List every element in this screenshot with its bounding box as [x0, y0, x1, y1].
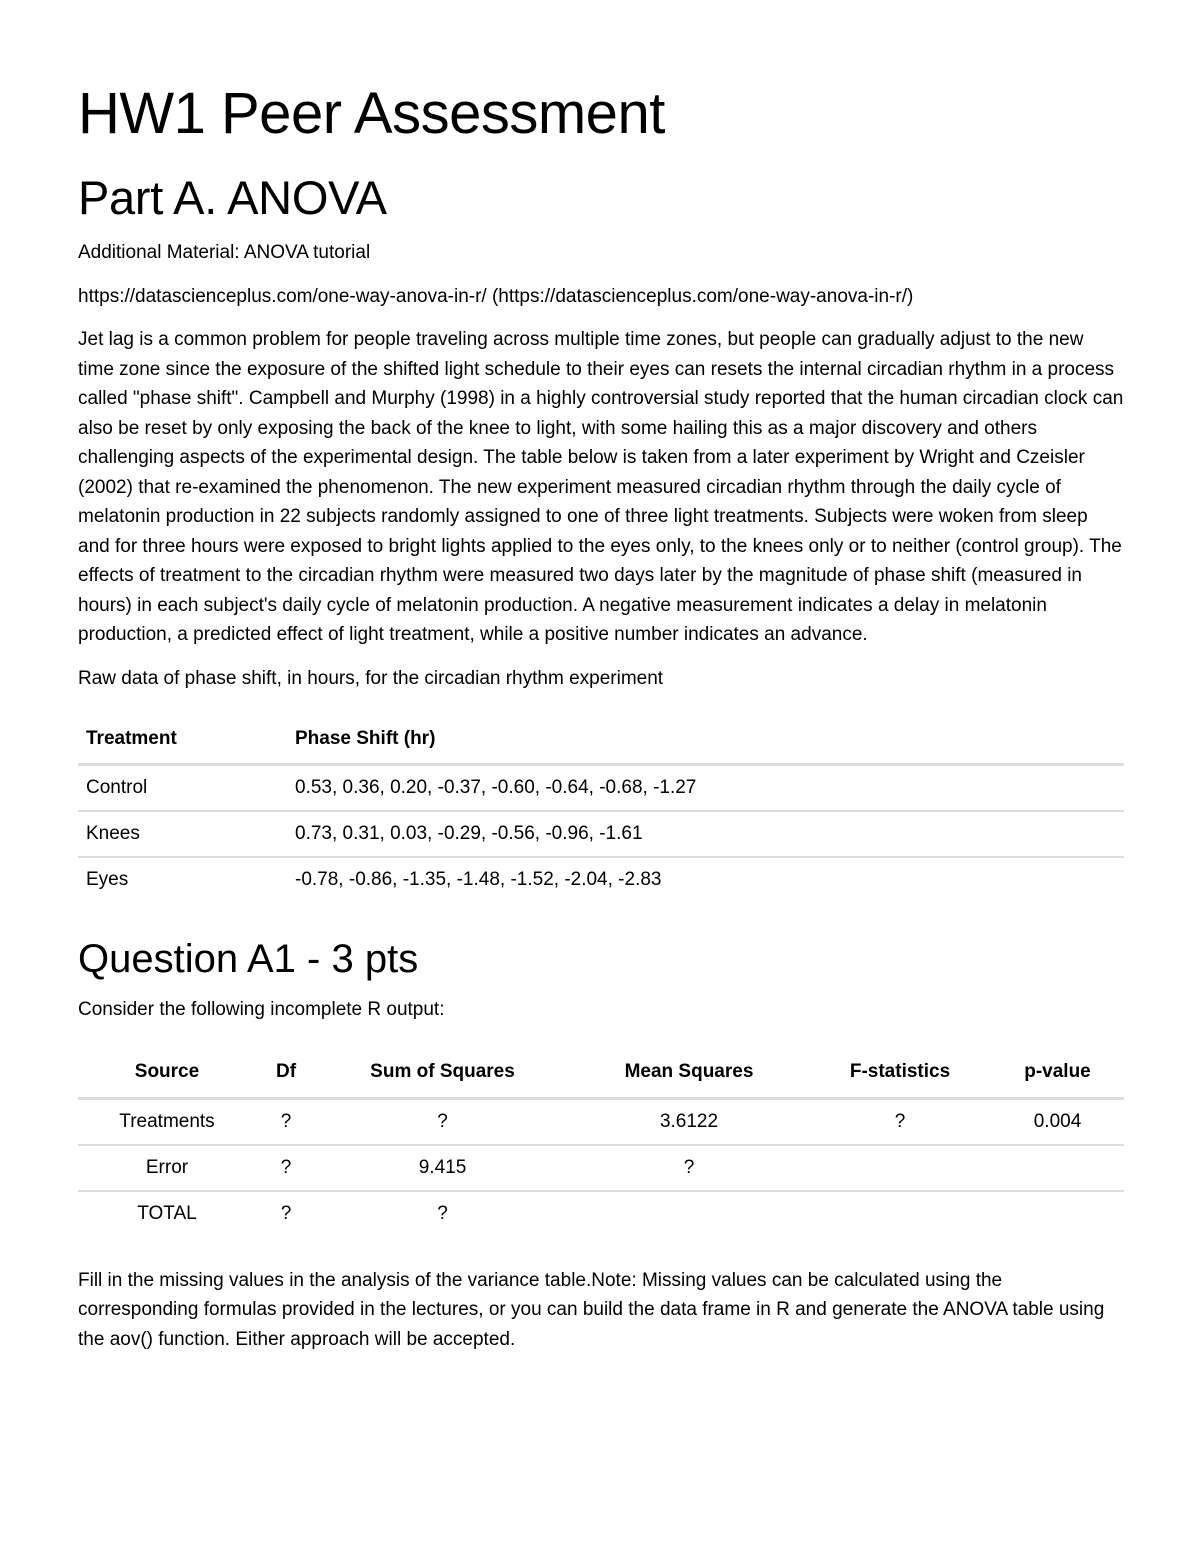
anova-table: [78, 1047, 1124, 1236]
table-row: [78, 1145, 1124, 1191]
table-header-row: [78, 1047, 1124, 1099]
intro-paragraph: Jet lag is a common problem for people traveling across multiple time zones, but people can gradually adjust to the new time zone since the exposure of the shifted light schedule to their eyes can resets the internal circadian rhythm in a process called "phase shift". Campbell and Murphy (1998) in a highly controversial study reported that the human circadian clock can also be reset by only exposing the back of the knee to light, with some hailing this as a major discovery and others challenging aspects of the experimental design. The table below is taken from a later experiment by Wright and Czeisler (2002) that re-examined the phenomenon. The new experiment measured circadian rhythm through the daily cycle of melatonin production in 22 subjects randomly assigned to one of three light treatments. Subjects were woken from sleep and for three hours were exposed to bright lights applied to the eyes only, to the knees only or to neither (control group). The effects of treatment to the circadian rhythm were measured two days later by the magnitude of phase shift (measured in hours) in each subject's daily cycle of melatonin production. A negative measurement indicates a delay in melatonin production, a predicted effect of light treatment, while a positive number indicates an advance.: [78, 329, 1124, 645]
phase-shift-cell: 0.73, 0.31, 0.03, -0.29, -0.56, -0.96, -1.61: [287, 811, 1124, 857]
question-instructions: Fill in the missing values in the analysis of the variance table.Note: Missing values can be calculated using the corresponding formulas provided in the lectures, or you can build the data frame in R and generate the ANOVA table using the aov() function. Either approach will be accepted.: [78, 1269, 1105, 1350]
table-row: [78, 857, 1124, 902]
question-prompt: Consider the following incomplete R output:: [78, 999, 445, 1020]
source-cell: Error: [78, 1145, 256, 1191]
p-value-cell: [991, 1191, 1124, 1236]
p-value-cell: [991, 1145, 1124, 1191]
df-cell: ?: [256, 1145, 316, 1191]
table-row: [78, 1191, 1124, 1236]
treatment-cell: Eyes: [86, 869, 129, 890]
sum-of-squares-cell: 9.415: [316, 1145, 569, 1191]
question-title: Question A1 - 3 pts: [78, 937, 419, 981]
df-cell: ?: [280, 1202, 292, 1224]
column-header-mean-squares: Mean Squares: [569, 1047, 809, 1099]
additional-material-text: Additional Material: ANOVA tutorial: [78, 242, 371, 263]
mean-squares-cell: [569, 1191, 809, 1236]
column-header-phase-shift: Phase Shift (hr): [287, 715, 1124, 765]
column-header-treatment: Treatment: [78, 715, 287, 765]
column-header-p-value: p-value: [991, 1047, 1124, 1099]
f-statistic-cell: [809, 1191, 991, 1236]
source-cell: TOTAL: [137, 1202, 197, 1224]
column-header-sum-of-squares: Sum of Squares: [316, 1047, 569, 1099]
df-cell: ?: [256, 1098, 316, 1145]
data-table-caption: Raw data of phase shift, in hours, for the circadian rhythm experiment: [78, 667, 664, 689]
f-statistic-cell: ?: [809, 1098, 991, 1145]
mean-squares-cell: 3.6122: [569, 1098, 809, 1145]
table-header-row: [78, 715, 1124, 765]
f-statistic-cell: [809, 1145, 991, 1191]
phase-shift-cell: 0.53, 0.36, 0.20, -0.37, -0.60, -0.64, -0.68, -1.27: [287, 765, 1124, 812]
column-header-df: Df: [256, 1047, 316, 1099]
table-row: [78, 1098, 1124, 1145]
table-row: [78, 811, 1124, 857]
phase-shift-table: [78, 715, 1124, 902]
source-cell: Treatments: [78, 1098, 256, 1145]
mean-squares-cell: ?: [569, 1145, 809, 1191]
sum-of-squares-cell: ?: [316, 1098, 569, 1145]
page-title: HW1 Peer Assessment: [78, 81, 665, 146]
column-header-f-statistics: F-statistics: [809, 1047, 991, 1099]
tutorial-link[interactable]: https://datascienceplus.com/one-way-anova-in-r/ (https://datascienceplus.com/one-way-anova-in-r/): [78, 285, 914, 307]
treatment-cell: Knees: [78, 811, 287, 857]
table-row: [78, 765, 1124, 812]
section-title: Part A. ANOVA: [78, 171, 387, 224]
phase-shift-cell: -0.78, -0.86, -1.35, -1.48, -1.52, -2.04, -2.83: [295, 869, 662, 890]
column-header-source: Source: [78, 1047, 256, 1099]
p-value-cell: 0.004: [991, 1098, 1124, 1145]
sum-of-squares-cell: ?: [437, 1202, 448, 1224]
treatment-cell: Control: [78, 765, 287, 812]
